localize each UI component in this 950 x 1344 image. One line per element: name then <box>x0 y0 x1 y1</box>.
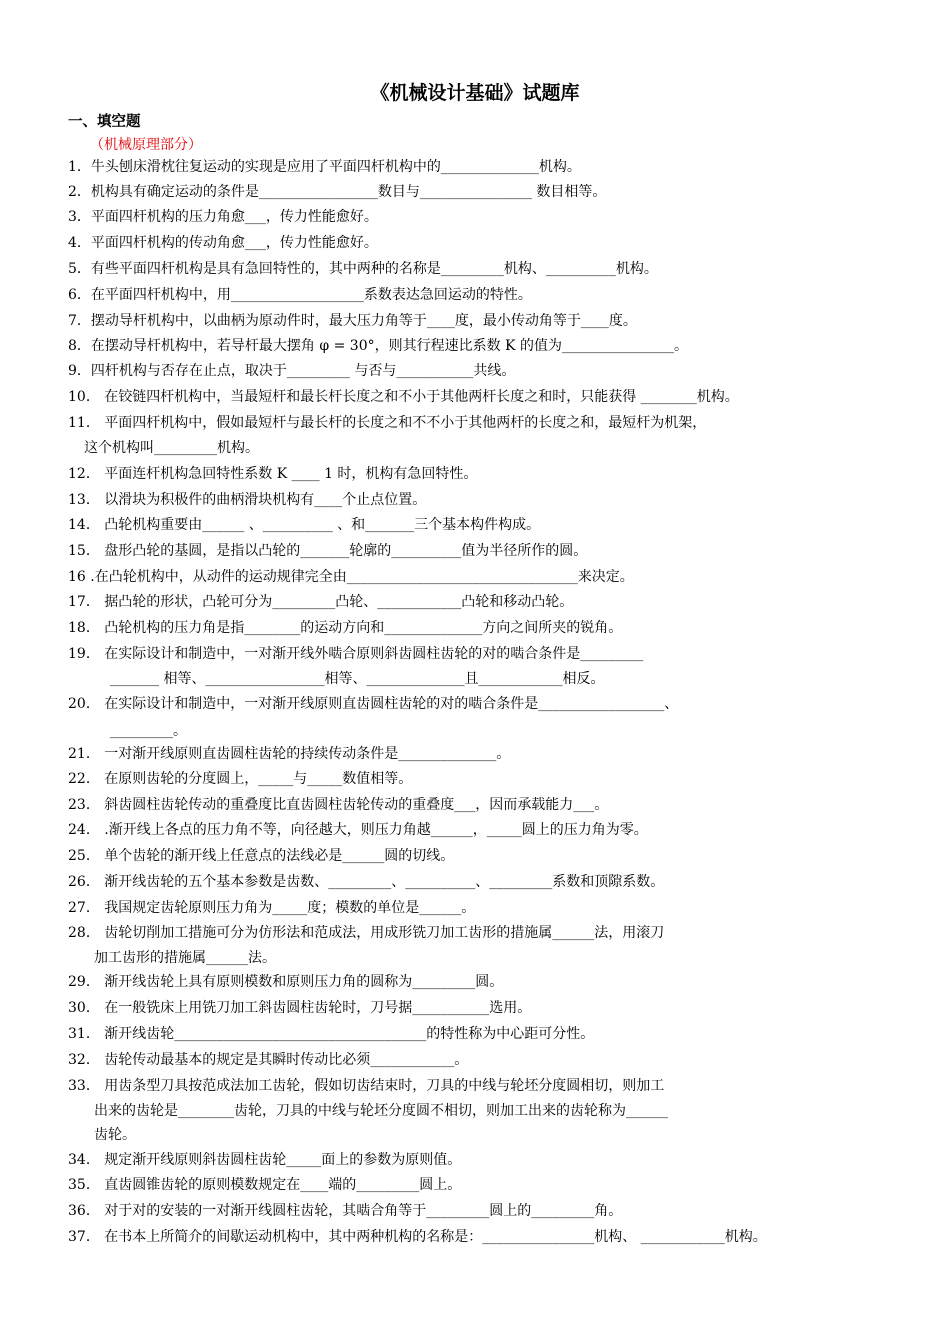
page-title: 《机械设计基础》试题库 <box>370 82 580 104</box>
question-line: 22． 在原则齿轮的分度圆上，_____与_____数值相等。 <box>68 771 413 787</box>
question-line: 9．四杆机构与否存在止点，取决于_________ 与否与___________共线。 <box>68 363 516 379</box>
question-line: 24． .渐开线上各点的压力角不等，向径越大，则压力角越______，_____圆上的压力角为零。 <box>68 822 648 838</box>
question-line: 11． 平面四杆机构中，假如最短杆与最长杆的长度之和不不小于其他两杆的长度之和，最短杆为机架， <box>68 415 707 431</box>
question-line: 19． 在实际设计和制造中，一对渐开线外啮合原则斜齿圆柱齿轮的对的啮合条件是_________ <box>68 646 644 662</box>
question-line: 28． 齿轮切削加工措施可分为仿形法和范成法，用成形铣刀加工齿形的措施属______法，用滚刀 <box>68 925 665 941</box>
question-line: 25． 单个齿轮的渐开线上任意点的法线必是______圆的切线。 <box>68 848 455 864</box>
question-line: 29． 渐开线齿轮上具有原则模数和原则压力角的圆称为_________圆。 <box>68 974 504 990</box>
question-line: 6．在平面四杆机构中，用___________________系数表达急回运动的特性。 <box>68 287 532 303</box>
question-line: 35． 直齿圆锥齿轮的原则模数规定在____端的_________圆上。 <box>68 1177 462 1193</box>
question-line: 33． 用齿条型刀具按范成法加工齿轮，假如切齿结束时，刀具的中线与轮坯分度圆相切，则加工 <box>68 1078 665 1094</box>
question-line: 32． 齿轮传动最基本的规定是其瞬时传动比必须____________。 <box>68 1052 469 1068</box>
question-line: 20． 在实际设计和制造中，一对渐开线原则直齿圆柱齿轮的对的啮合条件是__________________、 <box>68 696 679 712</box>
question-line: 12． 平面连杆机构急回特性系数 K ____ 1 时，机构有急回特性。 <box>68 466 478 482</box>
question-line: 13． 以滑块为积极件的曲柄滑块机构有____个止点位置。 <box>68 492 427 508</box>
question-line: 37． 在书本上所简介的间歇运动机构中，其中两种机构的名称是：________________机构、 ____________机构。 <box>68 1229 767 1245</box>
question-line: _________。 <box>110 723 187 739</box>
question-line: 3．平面四杆机构的压力角愈___，传力性能愈好。 <box>68 209 378 225</box>
question-line: 2．机构具有确定运动的条件是_________________数目与________________ 数目相等。 <box>68 184 607 200</box>
question-line: 17． 据凸轮的形状，凸轮可分为_________凸轮、____________凸轮和移动凸轮。 <box>68 594 574 610</box>
question-line: _______ 相等、_________________相等、______________且____________相反。 <box>110 671 605 687</box>
question-line: 23． 斜齿圆柱齿轮传动的重叠度比直齿圆柱齿轮传动的重叠度___，因而承载能力___。 <box>68 797 609 813</box>
question-line: 齿轮。 <box>94 1127 136 1143</box>
question-line: 这个机构叫_________机构。 <box>84 440 259 456</box>
question-line: 18． 凸轮机构的压力角是指________的运动方向和______________方向之间所夹的锐角。 <box>68 620 623 636</box>
question-line: 8．在摆动导杆机构中，若导杆最大摆角 φ = 30°，则其行程速比系数 K 的值为________________。 <box>68 338 688 354</box>
question-line: 1．牛头刨床滑枕往复运动的实现是应用了平面四杆机构中的______________机构。 <box>68 159 581 175</box>
question-line: 36． 对于对的安装的一对渐开线圆柱齿轮，其啮合角等于_________圆上的_________角。 <box>68 1203 623 1219</box>
question-line: 31． 渐开线齿轮____________________________________的特性称为中心距可分性。 <box>68 1026 595 1042</box>
question-line: 5．有些平面四杆机构是具有急回特性的，其中两种的名称是_________机构、__________机构。 <box>68 261 658 277</box>
question-line: 21． 一对渐开线原则直齿圆柱齿轮的持续传动条件是______________。 <box>68 746 511 762</box>
question-line: 34． 规定渐开线原则斜齿圆柱齿轮_____面上的参数为原则值。 <box>68 1152 462 1168</box>
question-line: 27． 我国规定齿轮原则压力角为_____度；模数的单位是______。 <box>68 900 476 916</box>
question-line: 加工齿形的措施属______法。 <box>94 950 276 966</box>
question-line: 14． 凸轮机构重要由______ 、__________ 、和_______三个基本构件构成。 <box>68 517 541 533</box>
question-line: 26． 渐开线齿轮的五个基本参数是齿数、_________、__________、_________系数和顶隙系数。 <box>68 874 665 890</box>
question-line: 4．平面四杆机构的传动角愈___，传力性能愈好。 <box>68 235 378 251</box>
question-line: 16 .在凸轮机构中，从动件的运动规律完全由_________________________________来决定。 <box>68 569 634 585</box>
section-heading: 一、填空题 <box>68 114 141 130</box>
question-line: 7．摆动导杆机构中，以曲柄为原动件时，最大压力角等于____度，最小传动角等于____度。 <box>68 313 637 329</box>
question-line: 15． 盘形凸轮的基圆，是指以凸轮的_______轮廓的__________值为半径所作的圆。 <box>68 543 588 559</box>
question-line: 出来的齿轮是________齿轮，刀具的中线与轮坯分度圆不相切，则加工出来的齿轮称为______ <box>94 1103 668 1119</box>
question-line: 10． 在铰链四杆机构中，当最短杆和最长杆长度之和不小于其他两杆长度之和时，只能获得 ________机构。 <box>68 389 739 405</box>
subsection-heading: （机械原理部分） <box>90 137 202 153</box>
question-line: 30． 在一般铣床上用铣刀加工斜齿圆柱齿轮时，刀号据___________选用。 <box>68 1000 532 1016</box>
